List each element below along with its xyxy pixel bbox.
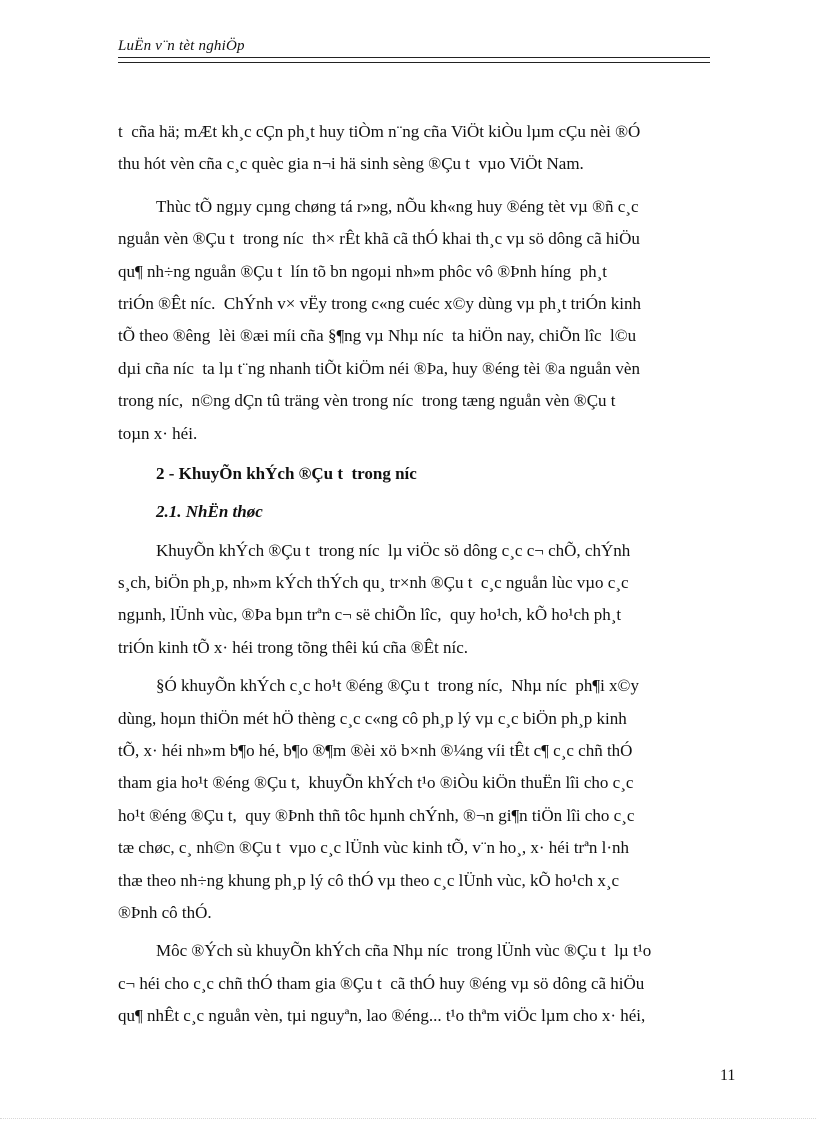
text-line: toµn x· héi. [118,423,198,443]
text-line: ®Þnh cô thÓ. [118,902,212,922]
subsection-heading [118,496,718,528]
paragraph [118,670,718,929]
page-bottom-dotted-border [0,1118,816,1119]
text-line: qu¶ nh÷ng nguån ®Çu t lín tõ bn ngoµi nh»m phôc vô ®Þnh híng ph¸t [118,261,607,281]
page-number: 11 [720,1067,736,1084]
text-line: tÕ theo ®êng lèi ®æi míi cña §¶ng vµ Nhµ níc ta hiÖn nay, chiÕn lîc l©u [118,326,637,346]
text-line: s¸ch, biÖn ph¸p, nh»m kÝch thÝch qu¸ tr×nh ®Çu t c¸c nguån lùc vµo c¸c [118,573,629,593]
text-line: tham gia ho¹t ®éng ®Çu t, khuyÕn khÝch t¹o ®iÒu kiÖn thuËn lîi cho c¸c [118,773,634,793]
document-body [118,116,718,1033]
section-heading [118,458,718,490]
text-line: Thùc tÕ ngµy cµng chøng tá r»ng, nÕu kh«ng huy ®éng tèt vµ ®ñ c¸c [156,196,639,216]
text-line: dµi cña níc ta lµ t¨ng nhanh tiÕt kiÖm néi ®Þa, huy ®éng tèi ®a nguån vèn [118,358,640,378]
text-line: thæ theo nh÷ng khung ph¸p lý cô thÓ vµ theo c¸c lÜnh vùc, kÕ ho¹ch x¸c [118,870,620,890]
text-line: 2 - KhuyÕn khÝch ®Çu t trong níc [156,463,417,483]
text-line: §Ó khuyÕn khÝch c¸c ho¹t ®éng ®Çu t trong níc, Nhµ níc ph¶i x©y [156,676,639,696]
paragraph [118,116,718,181]
text-line: triÓn ®Êt níc. ChÝnh v× vËy trong c«ng cuéc x©y dùng vµ ph¸t triÓn kinh [118,293,642,313]
text-line: tæ chøc, c¸ nh©n ®Çu t vµo c¸c lÜnh vùc kinh tÕ, v¨n ho¸, x· héi trªn l·nh [118,838,630,858]
text-line: c¬ héi cho c¸c chñ thÓ tham gia ®Çu t cã thÓ huy ®éng vµ sö dông cã hiÖu [118,973,645,993]
text-line: KhuyÕn khÝch ®Çu t trong níc lµ viÖc sö dông c¸c c¬ chÕ, chÝnh [156,540,631,560]
text-line: triÓn kinh tÕ x· héi trong tõng thêi kú cña ®Êt níc. [118,637,469,657]
text-line: t cña hä; mÆt kh¸c cÇn ph¸t huy tiÒm n¨ng cña ViÖt kiÒu lµm cÇu nèi ®Ó [118,122,641,141]
running-header: LuËn v¨n tèt nghiÖp [118,38,245,54]
text-line: ngµnh, lÜnh vùc, ®Þa bµn trªn c¬ së chiÕn lîc, quy ho¹ch, kÕ ho¹ch ph¸t [118,605,622,625]
text-line: nguån vèn ®Çu t trong níc th× rÊt khã cã thÓ khai th¸c vµ sö dông cã hiÖu [118,229,640,249]
text-line: qu¶ nhÊt c¸c nguån vèn, tµi nguyªn, lao ®éng... t¹o thªm viÖc lµm cho x· héi, [118,1006,646,1026]
paragraph [118,535,718,665]
paragraph [118,935,718,1032]
text-line: tÕ, x· héi nh»m b¶o hé, b¶o ®¶m ®èi xö b×nh ®¼ng víi tÊt c¶ c¸c chñ thÓ [118,741,633,761]
text-line: 2.1. NhËn thøc [156,502,263,522]
text-line: ho¹t ®éng ®Çu t, quy ®Þnh thñ tôc hµnh chÝnh, ®¬n gi¶n tiÖn lîi cho c¸c [118,805,635,825]
text-line: trong níc, n©ng dÇn tû träng vèn trong níc trong tæng nguån vèn ®Çu t [118,391,616,411]
header-double-rule [118,57,710,63]
text-line: thu hót vèn cña c¸c quèc gia n¬i hä sinh sèng ®Çu t vµo ViÖt Nam. [118,154,584,174]
text-line: dùng, hoµn thiÖn mét hÖ thèng c¸c c«ng cô ph¸p lý vµ c¸c biÖn ph¸p kinh [118,708,627,728]
text-line: Môc ®Ých sù khuyÕn khÝch cña Nhµ níc trong lÜnh vùc ®Çu t lµ t¹o [156,941,652,961]
paragraph [118,191,718,450]
